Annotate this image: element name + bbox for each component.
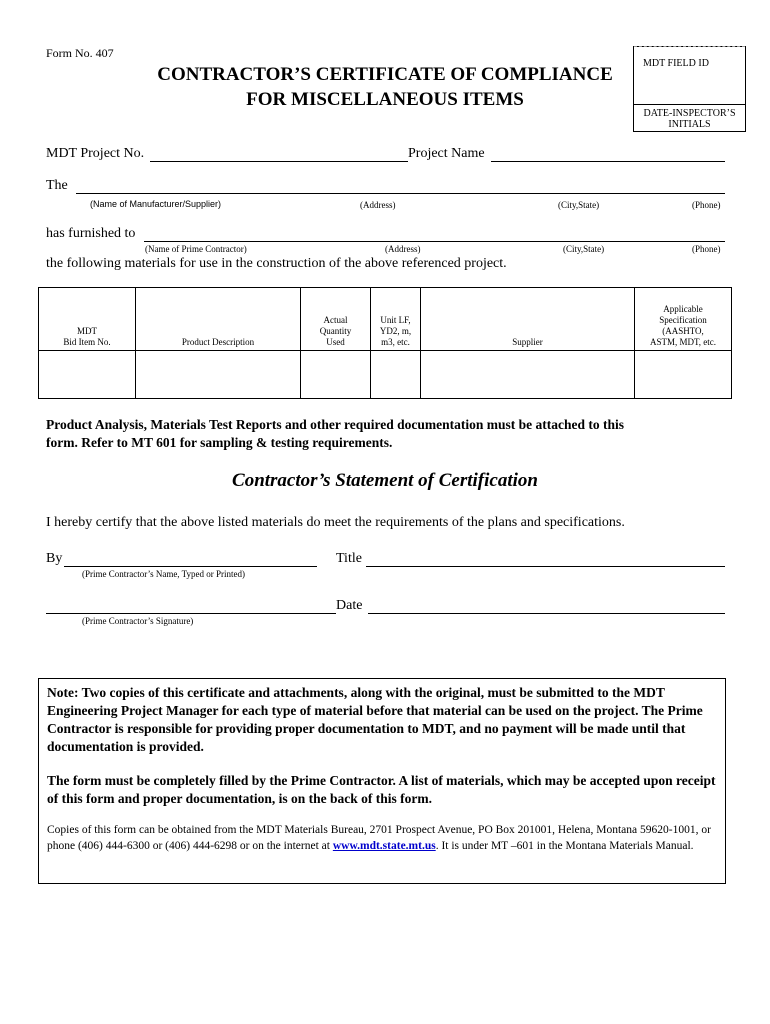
signature-field[interactable] xyxy=(46,613,336,614)
table-row[interactable] xyxy=(39,351,732,399)
product-analysis-line1: Product Analysis, Materials Test Reports and other required documentation must be attached to this xyxy=(46,417,625,432)
header-specification: Applicable Specification (AASHTO, ASTM, MDT, etc. xyxy=(635,288,732,351)
cell-product-description[interactable] xyxy=(136,351,301,399)
form-title-line1: CONTRACTOR’S CERTIFICATE OF COMPLIANCE xyxy=(157,64,613,85)
manufacturer-field[interactable] xyxy=(76,193,725,194)
materials-table xyxy=(38,287,732,399)
mdt-project-no-field[interactable] xyxy=(150,161,408,162)
prime-name-caption-sig: (Prime Contractor’s Name, Typed or Printed) xyxy=(82,569,246,579)
product-analysis-line2: form. Refer to MT 601 for sampling & testing requirements. xyxy=(46,435,393,450)
mdt-field-id-label: MDT FIELD ID xyxy=(634,47,745,105)
title-field[interactable] xyxy=(366,566,725,567)
inspector-label-line2: INITIALS xyxy=(668,119,711,130)
manufacturer-phone-caption: (Phone) xyxy=(692,200,721,210)
prime-contractor-field[interactable] xyxy=(144,241,725,242)
form-number: Form No. 407 xyxy=(46,46,114,60)
signature-caption: (Prime Contractor’s Signature) xyxy=(82,616,194,626)
cell-specification[interactable] xyxy=(635,351,732,399)
note-paragraph-2: The form must be completely filled by the Prime Contractor. A list of materials, which may be accepted upon receipt of this form and proper documentation, is on the back of this form. xyxy=(47,773,716,806)
prime-phone-caption: (Phone) xyxy=(692,244,721,254)
prime-city-caption: (City,State) xyxy=(563,244,605,254)
cell-bid-item[interactable] xyxy=(39,351,136,399)
prime-address-caption: (Address) xyxy=(385,244,421,254)
manufacturer-address-caption: (Address) xyxy=(360,200,396,210)
cell-unit[interactable] xyxy=(371,351,421,399)
header-supplier: Supplier xyxy=(421,288,635,351)
prime-name-caption: (Name of Prime Contractor) xyxy=(145,244,247,254)
date-inspector-initials-label xyxy=(634,108,745,130)
date-field[interactable] xyxy=(368,613,725,614)
note-box xyxy=(38,678,726,884)
mdt-field-id-box[interactable] xyxy=(633,46,746,132)
cell-supplier[interactable] xyxy=(421,351,635,399)
copies-text-after: . It is under MT –601 in the Montana Materials Manual. xyxy=(435,840,694,852)
intro-text: the following materials for use in the construction of the above referenced project. xyxy=(46,256,507,271)
mdt-project-no-label: MDT Project No. xyxy=(46,146,145,161)
header-bid-item: MDT Bid Item No. xyxy=(39,288,136,351)
header-unit: Unit LF, YD2, m, m3, etc. xyxy=(371,288,421,351)
title-label: Title xyxy=(336,551,362,566)
form-title-line2: FOR MISCELLANEOUS ITEMS xyxy=(246,89,524,110)
table-header-row xyxy=(39,288,732,351)
note-paragraph-1: Note: Two copies of this certificate and attachments, along with the original, must be submitted to the MDT Engineering Project Manager for each type of material before that material can be used on the project. The Prime Contractor is responsible for providing proper documentation to MDT, and no payment will be made until that documentation is provided. xyxy=(47,685,703,754)
manufacturer-prefix: The xyxy=(46,178,68,193)
statement-title: Contractor’s Statement of Certification xyxy=(232,470,538,491)
product-analysis-notice xyxy=(46,416,746,452)
certify-text: I hereby certify that the above listed materials do meet the requirements of the plans and specifications. xyxy=(46,515,625,530)
cell-actual-quantity[interactable] xyxy=(301,351,371,399)
by-label: By xyxy=(46,551,63,566)
mdt-website-link[interactable]: www.mdt.state.mt.us xyxy=(332,840,436,852)
header-product-description: Product Description xyxy=(136,288,301,351)
manufacturer-city-caption: (City,State) xyxy=(558,200,600,210)
project-name-field[interactable] xyxy=(491,161,725,162)
copies-info xyxy=(47,822,717,854)
project-name-label: Project Name xyxy=(408,146,485,161)
prime-name-field[interactable] xyxy=(64,566,317,567)
header-actual-quantity: Actual Quantity Used xyxy=(301,288,371,351)
manufacturer-name-caption: (Name of Manufacturer/Supplier) xyxy=(90,199,222,209)
date-label: Date xyxy=(336,598,363,613)
inspector-label-line1: DATE-INSPECTOR’S xyxy=(643,108,736,119)
copies-text-before: Copies of this form can be obtained from the MDT Materials Bureau, 2701 Prospect Avenue, PO Box 201001, Helena, Montana 59620-1001, or phone (406) 444-6300 or (406) 444-6298 or on the internet at xyxy=(47,824,711,852)
prime-prefix: has furnished to xyxy=(46,226,136,241)
